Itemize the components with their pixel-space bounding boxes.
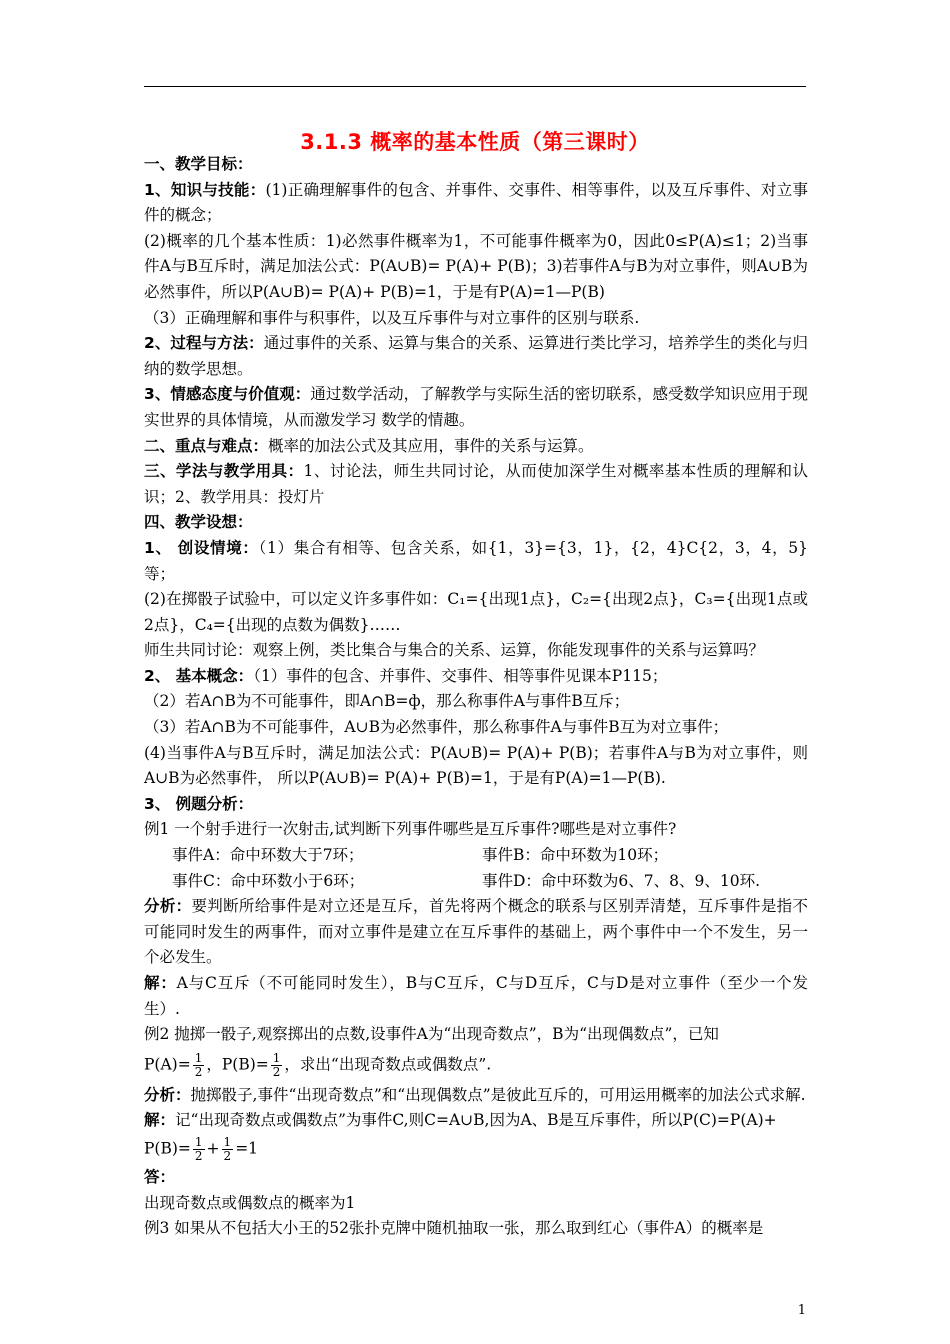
event-c: 事件C：命中环数小于6环； [172,871,365,890]
section-4-heading: 四、教学设想： [144,513,253,532]
example-2-solution-formula: P(B)= $\frac{1}{2}$ + $\frac{1}{2}$ =1 [144,1134,259,1163]
process-para: 2、过程与方法：通过事件的关系、运算与集合的关系、运算进行类比学习，培养学生的类化与归纳的数学思想。 [144,334,808,378]
fraction-half: $\frac{1}{2}$ [272,1050,281,1079]
event-a: 事件A：命中环数大于7环； [172,846,364,865]
example-2-answer: 出现奇数点或偶数点的概率为1 [144,1193,356,1212]
example-1-events-row-2 [144,869,808,895]
example-1-solution: 解：A与C互斥（不可能同时发生），B与C互斥，C与D互斥，C与D是对立事件（至少一个发生）. [144,974,808,1018]
knowledge-para-1: 1、知识与技能：(1)正确理解事件的包含、并事件、交事件、相等事件，以及互斥事件、对立事件的概念； [144,180,808,225]
section-1-heading: 一、教学目标： [144,155,253,173]
concept-para-3: （3）若A∩B为不可能事件，A∪B为必然事件，那么称事件A与事件B互为对立事件； [144,718,729,737]
fraction-half: $\frac{1}{2}$ [194,1134,203,1163]
document-body [144,152,808,1242]
fraction-half: $\frac{1}{2}$ [223,1134,232,1163]
knowledge-para-2: (2)概率的几个基本性质：1)必然事件概率为1，不可能事件概率为0，因此0≤P(A)≤1；2)当事件A与B互斥时，满足加法公式：P(A∪B)= P(A)+ P(B)；3)若事件A与B为对立事件，则A∪B为必然事件，所以P(A∪B)= P(A)+ P(B)=1，于是有P(A)=1—P(B) [144,231,808,301]
fraction-half: $\frac{1}{2}$ [194,1050,203,1079]
section-2: 二、重点与难点：概率的加法公式及其应用，事件的关系与运算。 [144,436,594,455]
example-1-events-row-1 [144,843,808,869]
page-number: 1 [797,1303,806,1318]
example-2-given: P(A)= $\frac{1}{2}$ ，P(B)= $\frac{1}{2}$ ，求出“出现奇数点或偶数点”. [144,1050,492,1079]
event-b: 事件B：命中环数为10环； [482,846,669,865]
section-3: 三、学法与教学用具：1、讨论法，师生共同讨论，从而使加深学生对概率基本性质的理解和认识；2、教学用具：投灯片 [144,462,808,506]
emotion-para: 3、情感态度与价值观：通过数学活动，了解教学与实际生活的密切联系，感受数学知识应用于现实世界的具体情境，从而激发学习 数学的情趣。 [144,385,808,429]
header-rule [144,86,806,87]
example-3-question: 例3 如果从不包括大小王的52张扑克牌中随机抽取一张，那么取到红心（事件A）的概率是 [144,1219,764,1238]
concept-para-1: 2、 基本概念：（1）事件的包含、并事件、交事件、相等事件见课本P115； [144,666,668,685]
page-title: 3.1.3 概率的基本性质（第三课时） [300,130,650,154]
scenario-para-1: 1、 创设情境：（1）集合有相等、包含关系，如{1，3}={3，1}，{2，4}C{2，3，4，5}等； [144,538,809,583]
knowledge-para-3: （3）正确理解和事件与积事件，以及互斥事件与对立事件的区别与联系. [144,308,640,327]
example-1-analysis: 分析：要判断所给事件是对立还是互斥，首先将两个概念的联系与区别弄清楚，互斥事件是指不可能同时发生的两事件，而对立事件是建立在互斥事件的基础上，两个事件中一个不发生，另一个必发生。 [144,897,808,967]
event-d: 事件D：命中环数为6、7、8、9、10环. [482,871,761,890]
example-2-analysis: 分析：抛掷骰子,事件“出现奇数点”和“出现偶数点”是彼此互斥的，可用运用概率的加法公式求解. [144,1085,806,1104]
example-2-answer-label: 答： [144,1167,176,1186]
concept-para-2: （2）若A∩B为不可能事件，即A∩B=ф，那么称事件A与事件B互斥； [144,692,630,711]
example-2-question: 例2 抛掷一骰子,观察掷出的点数,设事件A为“出现奇数点”，B为“出现偶数点”，已知 [144,1025,719,1044]
example-2-solution: 解：记“出现奇数点或偶数点”为事件C,则C=A∪B,因为A、B是互斥事件，所以P(C)=P(A)+ [144,1111,777,1130]
examples-heading: 3、 例题分析： [144,794,254,813]
scenario-para-2: (2)在掷骰子试验中，可以定义许多事件如：C₁={出现1点}，C₂={出现2点}，C₃={出现1点或2点}，C₄={出现的点数为偶数}…… [144,590,808,634]
concept-para-4: (4)当事件A与B互斥时，满足加法公式：P(A∪B)= P(A)+ P(B)；若事件A与B为对立事件，则A∪B为必然事件， 所以P(A∪B)= P(A)+ P(B)=1，于是有P(A)=1—P(B). [144,743,808,788]
example-1-question: 例1 一个射手进行一次射击,试判断下列事件哪些是互斥事件?哪些是对立事件? [144,820,677,839]
scenario-para-3: 师生共同讨论：观察上例，类比集合与集合的关系、运算，你能发现事件的关系与运算吗？ [144,641,765,660]
